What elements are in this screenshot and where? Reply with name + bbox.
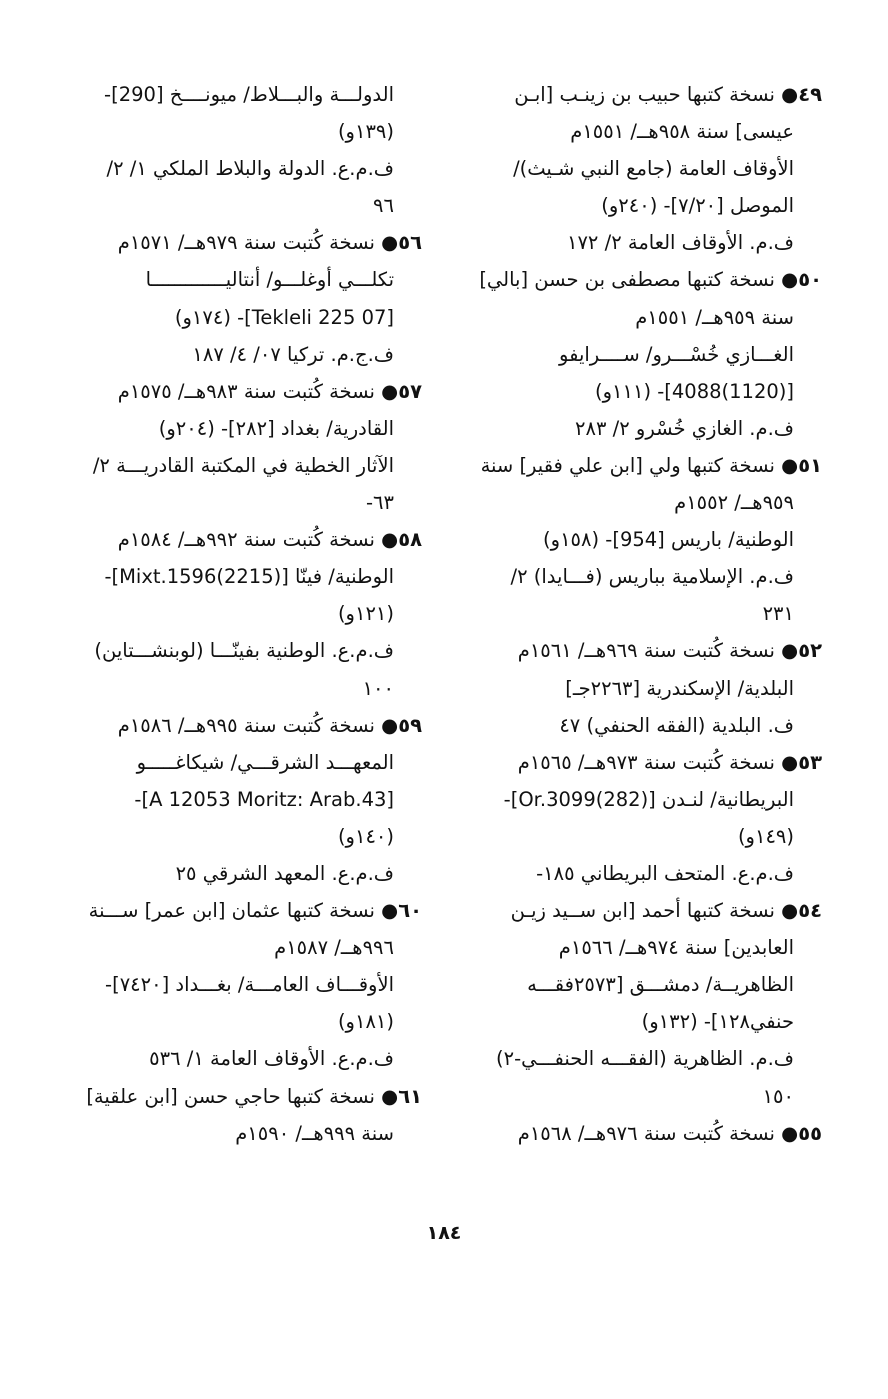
entry-text: ف.م.ع. المتحف البريطاني ١٨٥- (536, 861, 794, 885)
entry-line (70, 187, 422, 224)
entry-text: الأوقاف العامة (جامع النبي شـيث)/ (513, 157, 794, 181)
entry-line (70, 818, 422, 855)
entry-text: البريطانية/ لنـدن [(282)Or.3099]- (503, 787, 794, 811)
entry-line (462, 150, 822, 187)
entry-number: ٦٠● (381, 899, 422, 923)
entry-line (70, 336, 422, 373)
entry-number: ٥٩● (381, 713, 422, 737)
entry-number: ٥٣● (781, 750, 822, 774)
page-number: ١٨٤ (426, 1222, 462, 1244)
entry-text: تكلـــي أوغلـــو/ أنتاليـــــــــــــا (145, 268, 394, 292)
entry-line (70, 855, 422, 892)
entry-text: الموصل [٧/٢٠]- (٢٤٠و) (601, 194, 794, 218)
entry-text: (١٣٩و) (337, 120, 394, 144)
entry-number: ٥٠● (781, 268, 822, 292)
entry-line (70, 670, 422, 707)
entry-text: ف.م.ع. الأوقاف العامة ١/ ٥٣٦ (149, 1047, 394, 1071)
entry-text: الوطنية/ فينّا [(2215)Mixt.1596]- (104, 565, 394, 589)
entry-line (462, 670, 822, 707)
entry-text: (١٤٩و) (737, 824, 794, 848)
entry-text: [A 12053 Moritz: Arab.43]- (134, 787, 394, 811)
entry-line (462, 521, 822, 558)
entry-line (70, 1040, 422, 1077)
entry-text: ف.م.ع. الوطنية بفينّـــا (لوبنشـــتاين) (94, 639, 394, 663)
entry-text: (١٨١و) (337, 1010, 394, 1034)
entry-text: القادرية/ بغداد [٢٨٢]- (٢٠٤و) (158, 416, 394, 440)
entry-number: ٤٩● (781, 83, 822, 106)
entry-number: ٥٨● (381, 528, 422, 552)
entry-line (70, 929, 422, 966)
entry-line (70, 632, 422, 669)
entry-text: ف.م. الغازي خُسْرو ٢/ ٢٨٣ (575, 416, 794, 440)
left-column (70, 76, 422, 1152)
entry-text: الآثار الخطية في المكتبة القادريـــة ٢/ (92, 453, 394, 477)
entry-line (462, 707, 822, 744)
entry-line (462, 484, 822, 521)
entry-text: ف.م. الظاهرية (الفقـــه الحنفـــي-٢) (495, 1047, 794, 1071)
entry-number: ٥٦● (381, 231, 422, 255)
entry-text: ف.م. الإسلامية بباريس (فـــايدا) ٢/ (510, 565, 794, 589)
entry-number: ٥٥● (781, 1121, 822, 1145)
entry-text: ف.ج.م. تركيا ٠٧/ ٤/ ١٨٧ (192, 342, 394, 366)
entry-text: ١٠٠ (362, 676, 394, 700)
entry-number: ٥٤● (781, 899, 822, 923)
entry-line (462, 187, 822, 224)
entry-line (70, 781, 422, 818)
entry-text: نسخة كتبها مصطفى بن حسن [بالي] (479, 268, 775, 292)
entry-line (70, 261, 422, 298)
entry-text: ٩٩٦هــ/ ١٥٨٧م (274, 936, 394, 960)
entry-text: ف. البلدية (الفقه الحنفي) ٤٧ (559, 713, 794, 737)
entry-text: الأوقـــاف العامـــة/ بغـــداد [٧٤٢٠]- (105, 973, 394, 997)
entry-line (70, 410, 422, 447)
entry-heading (462, 1115, 822, 1152)
entry-heading (462, 632, 822, 669)
entry-text: (١٢١و) (337, 602, 394, 626)
entry-text: ف.م.ع. المعهد الشرقي ٢٥ (175, 861, 394, 885)
entry-text: نسخة كتبها حاجي حسن [ابن علقية] (86, 1084, 375, 1108)
entry-text: الوطنية/ باريس [954]- (١٥٨و) (543, 528, 794, 552)
entry-line (70, 1115, 422, 1152)
entry-text: عيسى] سنة ٩٥٨هــ/ ١٥٥١م (570, 120, 794, 144)
entry-line (462, 818, 822, 855)
entry-text: نسخة كُتبت سنة ٩٩٢هــ/ ١٥٨٤م (117, 528, 375, 552)
entry-text: نسخة كتبها حبيب بن زينـب [ابـن (514, 83, 775, 106)
entry-line (70, 484, 422, 521)
entry-heading (462, 892, 822, 929)
entry-line (462, 558, 822, 595)
entry-text: نسخة كُتبت سنة ٩٦٩هــ/ ١٥٦١م (517, 639, 775, 663)
entry-text: الغـــازي خُسْـــرو/ ســــرايفو (559, 342, 794, 366)
entry-text: ١٥٠ (762, 1084, 794, 1108)
entry-line (70, 113, 422, 150)
entry-text: الدولـــة والبـــلاط/ ميونــــخ [290]- (104, 83, 394, 106)
entry-line (462, 781, 822, 818)
entry-heading (70, 1078, 422, 1115)
entry-number: ٥١● (781, 453, 822, 477)
entry-text: ٩٥٩هــ/ ١٥٥٢م (674, 491, 794, 515)
entry-text: (١٤٠و) (337, 824, 394, 848)
entry-number: ٥٧● (381, 379, 422, 403)
entry-text: البلدية/ الإسكندرية [٢٢٦٣جـ] (565, 676, 794, 700)
entry-line (462, 1078, 822, 1115)
right-column (462, 76, 822, 1152)
entry-line (70, 558, 422, 595)
entry-heading (462, 447, 822, 484)
entry-heading (70, 892, 422, 929)
entry-line (70, 595, 422, 632)
entry-text: نسخة كُتبت سنة ٩٨٣هــ/ ١٥٧٥م (117, 379, 375, 403)
entry-line (70, 966, 422, 1003)
entry-text: حنفي١٢٨]- (١٣٢و) (641, 1010, 794, 1034)
entry-line (462, 1040, 822, 1077)
entry-line (462, 966, 822, 1003)
entry-line (462, 929, 822, 966)
entry-heading (70, 224, 422, 261)
entry-text: نسخة كتبها ولي [ابن علي فقير] سنة (480, 453, 775, 477)
entry-text: سنة ٩٩٩هــ/ ١٥٩٠م (235, 1121, 394, 1145)
entry-text: المعهـــد الشرقـــي/ شيكاغـــــو (136, 750, 394, 774)
entry-line (462, 336, 822, 373)
entry-number: ٦١● (381, 1084, 422, 1108)
entry-text: ٩٦ (373, 194, 394, 218)
entry-text: ف.م.ع. الدولة والبلاط الملكي ١/ ٢/ (106, 157, 394, 181)
entry-line (462, 373, 822, 410)
entry-text: نسخة كُتبت سنة ٩٧٣هــ/ ١٥٦٥م (517, 750, 775, 774)
entry-line (462, 299, 822, 336)
entry-heading (462, 744, 822, 781)
entry-heading (70, 521, 422, 558)
entry-heading (70, 373, 422, 410)
entry-line (70, 744, 422, 781)
entry-line (70, 1003, 422, 1040)
entry-text: نسخة كُتبت سنة ٩٩٥هــ/ ١٥٨٦م (117, 713, 375, 737)
entry-heading (462, 76, 822, 113)
entry-text: العابدين] سنة ٩٧٤هــ/ ١٥٦٦م (558, 936, 794, 960)
entry-text: نسخة كُتبت سنة ٩٧٦هــ/ ١٥٦٨م (517, 1121, 775, 1145)
entry-text: سنة ٩٥٩هــ/ ١٥٥١م (635, 305, 794, 329)
entry-text: الظاهريــة/ دمشـــق [٢٥٧٣فقـــه (527, 973, 794, 997)
entry-text: ٦٣- (366, 491, 394, 515)
entry-text: ٢٣١ (762, 602, 794, 626)
entry-line (462, 224, 822, 261)
entry-line (70, 150, 422, 187)
entry-text: ف.م. الأوقاف العامة ٢/ ١٧٢ (566, 231, 794, 255)
entry-line (462, 1003, 822, 1040)
entry-line (70, 299, 422, 336)
entry-heading (70, 707, 422, 744)
entry-text: [07 Tekleli 225]- (١٧٤و) (174, 305, 394, 329)
entry-heading (462, 261, 822, 298)
entry-line (70, 76, 422, 113)
entry-line (462, 113, 822, 150)
entry-text: [(1120)4088]- (١١١و) (594, 379, 794, 403)
entry-text: نسخة كُتبت سنة ٩٧٩هــ/ ١٥٧١م (117, 231, 375, 255)
entry-line (462, 855, 822, 892)
entry-line (462, 595, 822, 632)
entry-number: ٥٢● (781, 639, 822, 663)
entry-line (70, 447, 422, 484)
entry-text: نسخة كتبها عثمان [ابن عمر] ســـنة (88, 899, 375, 923)
entry-line (462, 410, 822, 447)
entry-text: نسخة كتبها أحمد [ابن ســيد زيـن (510, 899, 775, 923)
